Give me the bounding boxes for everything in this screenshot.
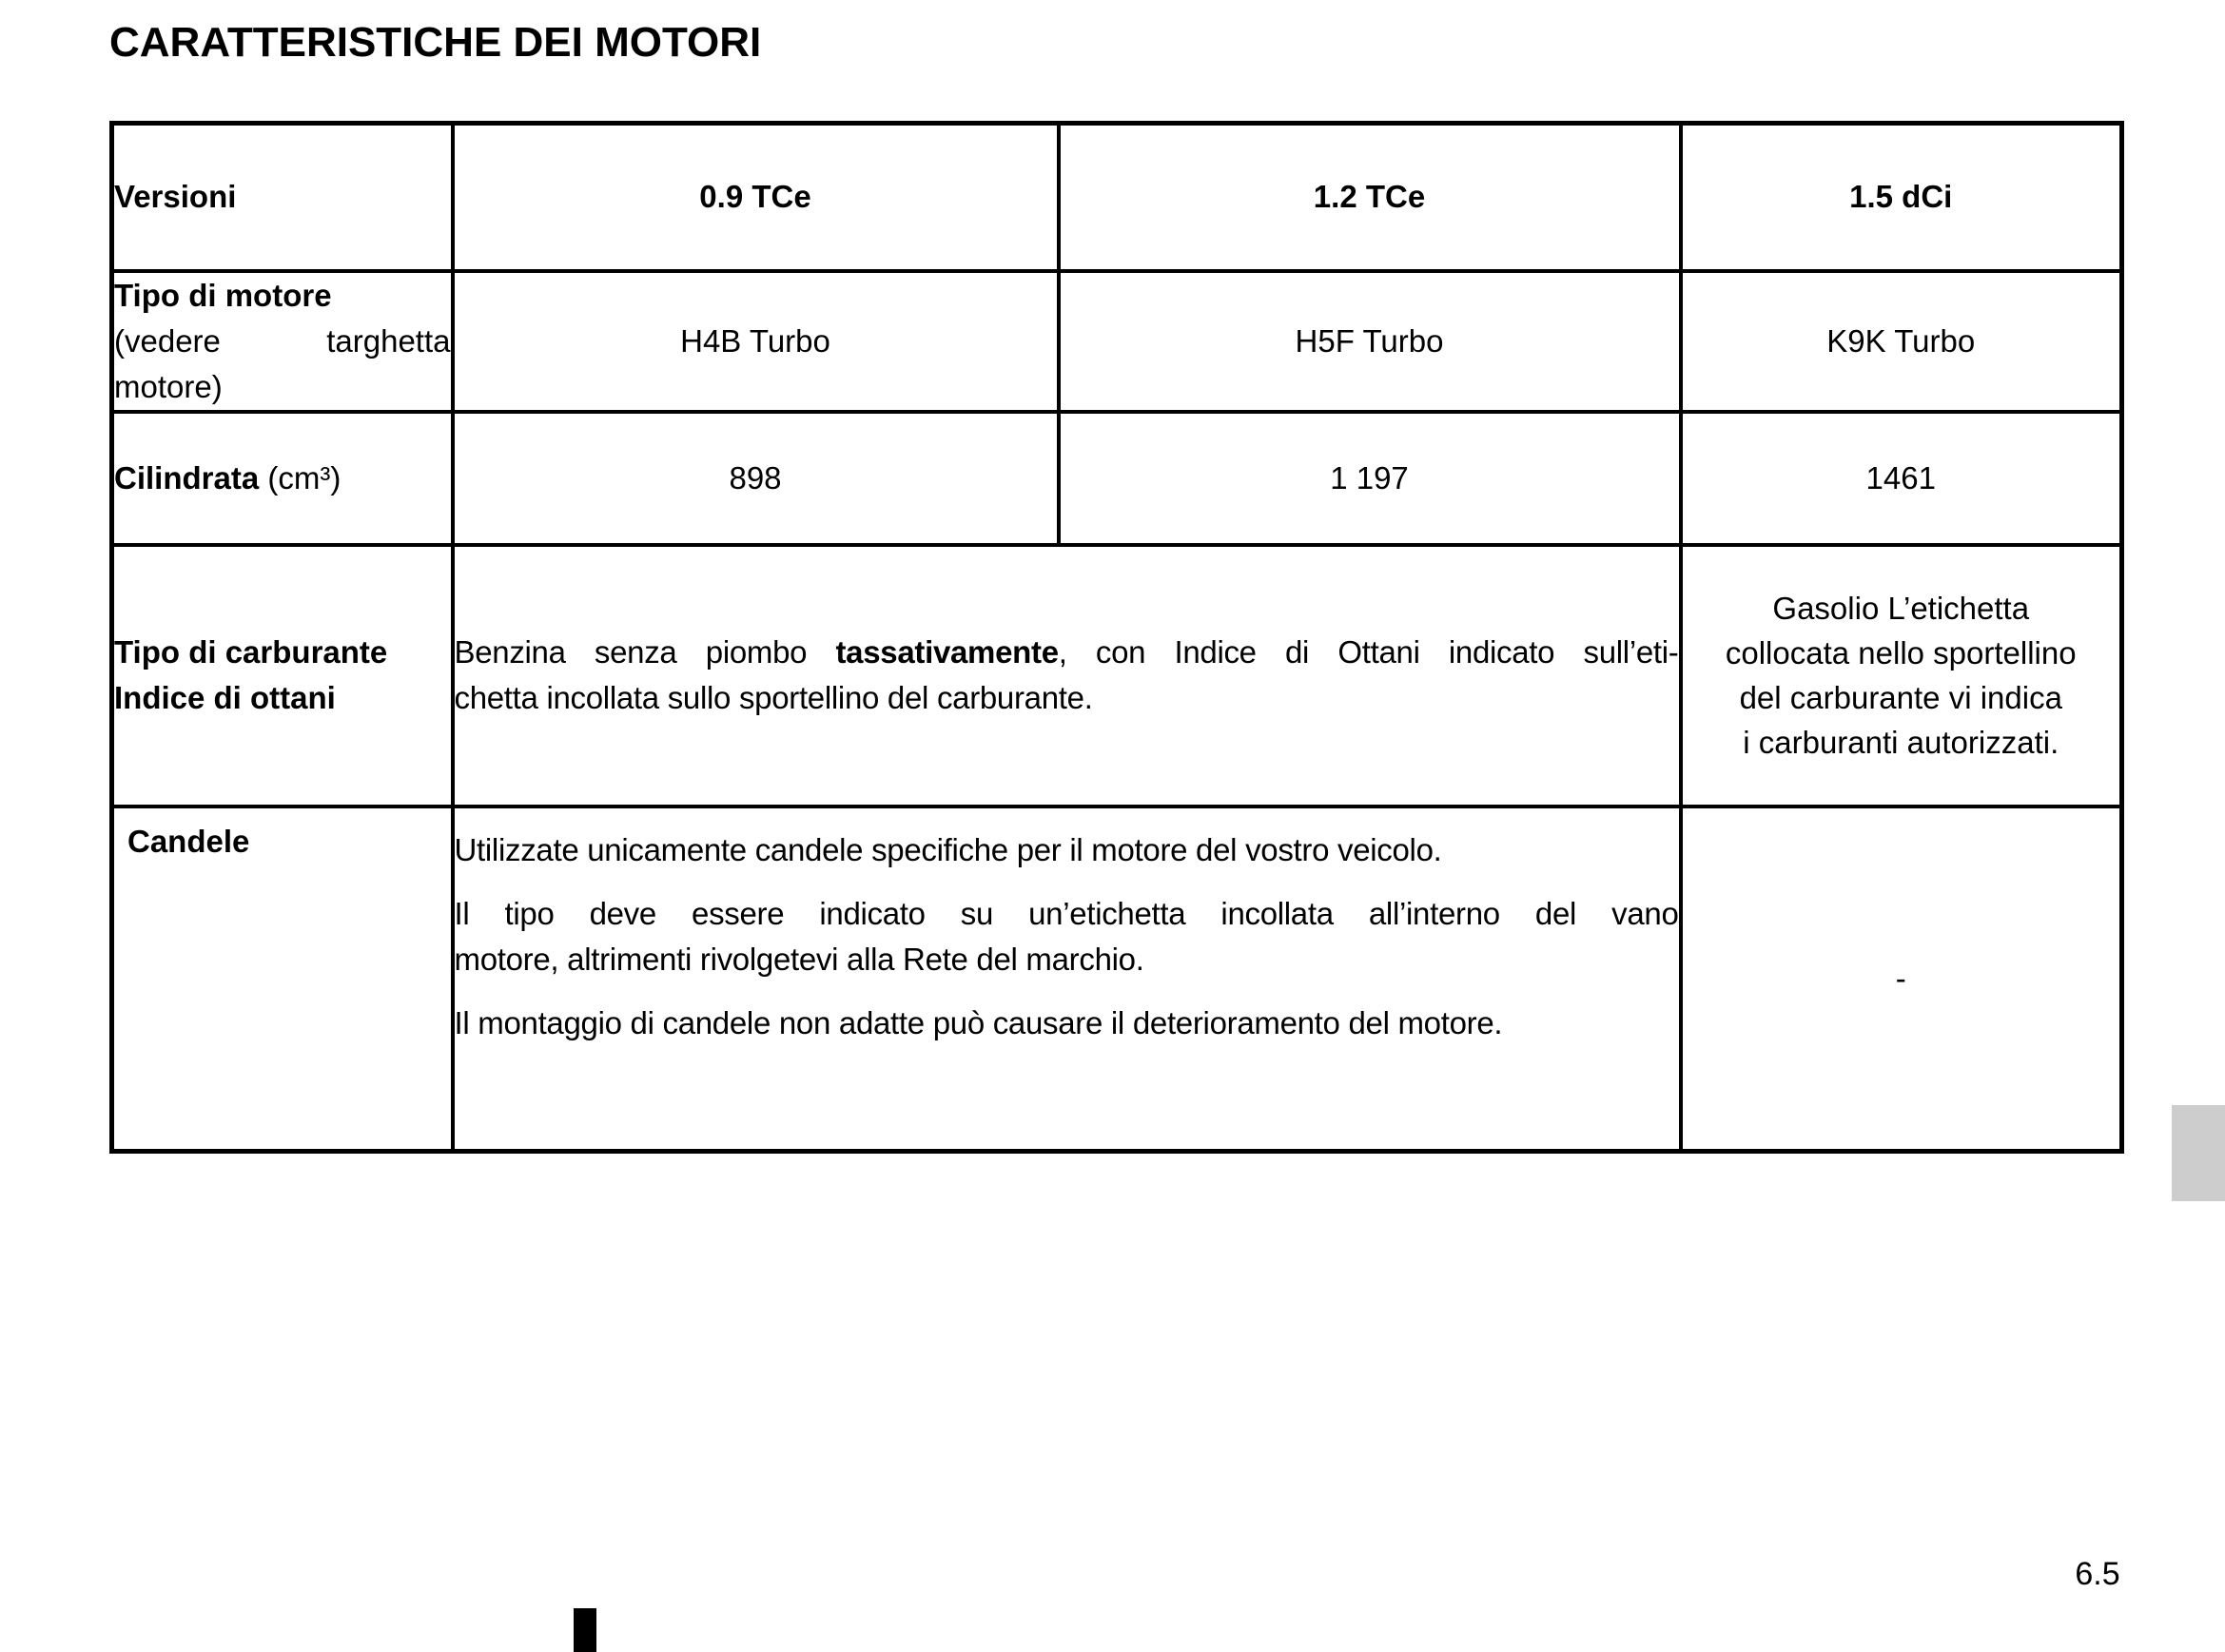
spark-plugs-row bbox=[112, 807, 2122, 1152]
engine-type-value-09tce: H4B Turbo bbox=[453, 271, 1059, 412]
header-cell-15-dci: 1.5 dCi bbox=[1681, 124, 2122, 271]
header-cell-09-tce: 0.9 TCe bbox=[453, 124, 1059, 271]
page-number: 6.5 bbox=[2075, 1556, 2120, 1592]
fuel-petrol-text-b: , con Indice di Ottani indicato sull’eti- bbox=[1058, 634, 1679, 670]
fuel-petrol-cell bbox=[453, 545, 1681, 807]
section-marker bbox=[574, 1608, 596, 1652]
spark-plugs-p3: Il montaggio di candele non adatte può causare il deterioramento del motore. bbox=[454, 1004, 1503, 1040]
side-tab bbox=[2172, 1105, 2225, 1201]
spark-plugs-p2-line2: motore, altrimenti rivolgetevi alla Rete del marchio. bbox=[454, 941, 1144, 977]
fuel-label-line1: Tipo di carburante bbox=[114, 634, 388, 670]
displacement-label: Cilindrata bbox=[114, 459, 260, 496]
fuel-row bbox=[112, 545, 2122, 807]
fuel-petrol-line2: chetta incollata sullo sportellino del carburante. bbox=[454, 680, 1093, 715]
engine-type-label: Tipo di motore bbox=[114, 277, 332, 313]
fuel-petrol-text-bold: tassativamente bbox=[835, 634, 1059, 670]
spark-plugs-dash-cell: - bbox=[1681, 807, 2122, 1152]
engine-type-note-line2: motore) bbox=[114, 368, 223, 404]
fuel-diesel-line3: del carburante vi indica bbox=[1739, 680, 2062, 715]
spark-plugs-label: Candele bbox=[127, 823, 250, 859]
displacement-label-cell bbox=[112, 412, 453, 545]
engine-type-label-cell bbox=[112, 271, 453, 412]
fuel-label-cell bbox=[112, 545, 453, 807]
engine-characteristics-table bbox=[109, 121, 2124, 1154]
header-cell-12-tce: 1.2 TCe bbox=[1059, 124, 1681, 271]
header-cell-versioni: Versioni bbox=[112, 124, 453, 271]
header-row bbox=[112, 124, 2122, 271]
engine-type-value-15dci: K9K Turbo bbox=[1681, 271, 2122, 412]
displacement-value-15dci: 1461 bbox=[1681, 412, 2122, 545]
fuel-petrol-line1 bbox=[455, 630, 1679, 675]
spark-plugs-p1: Utilizzate unicamente candele specifiche per il motore del vostro veicolo. bbox=[454, 831, 1442, 867]
fuel-diesel-line1: Gasolio L’etichetta bbox=[1772, 591, 2030, 626]
page-title: CARATTERISTICHE DEI MOTORI bbox=[109, 19, 762, 66]
displacement-unit: (cm³) bbox=[259, 459, 342, 496]
engine-type-row bbox=[112, 271, 2122, 412]
fuel-diesel-line4: i carburanti autorizzati. bbox=[1743, 725, 2059, 760]
spark-plugs-text-cell bbox=[453, 807, 1681, 1152]
displacement-row bbox=[112, 412, 2122, 545]
fuel-petrol-text-a: Benzina senza piombo bbox=[454, 634, 836, 670]
fuel-label-line2: Indice di ottani bbox=[114, 680, 336, 715]
spark-plugs-p2-line1: Il tipo deve essere indicato su un’etichetta incollata all’interno del vano bbox=[454, 895, 1679, 931]
fuel-diesel-cell bbox=[1681, 545, 2122, 807]
displacement-value-12tce: 1 197 bbox=[1059, 412, 1681, 545]
displacement-value-09tce: 898 bbox=[453, 412, 1059, 545]
spark-plugs-label-cell bbox=[112, 807, 453, 1152]
engine-type-value-12tce: H5F Turbo bbox=[1059, 271, 1681, 412]
fuel-diesel-line2: collocata nello sportellino bbox=[1725, 635, 2077, 671]
engine-type-note-line1: (vedere targhetta bbox=[114, 322, 451, 359]
